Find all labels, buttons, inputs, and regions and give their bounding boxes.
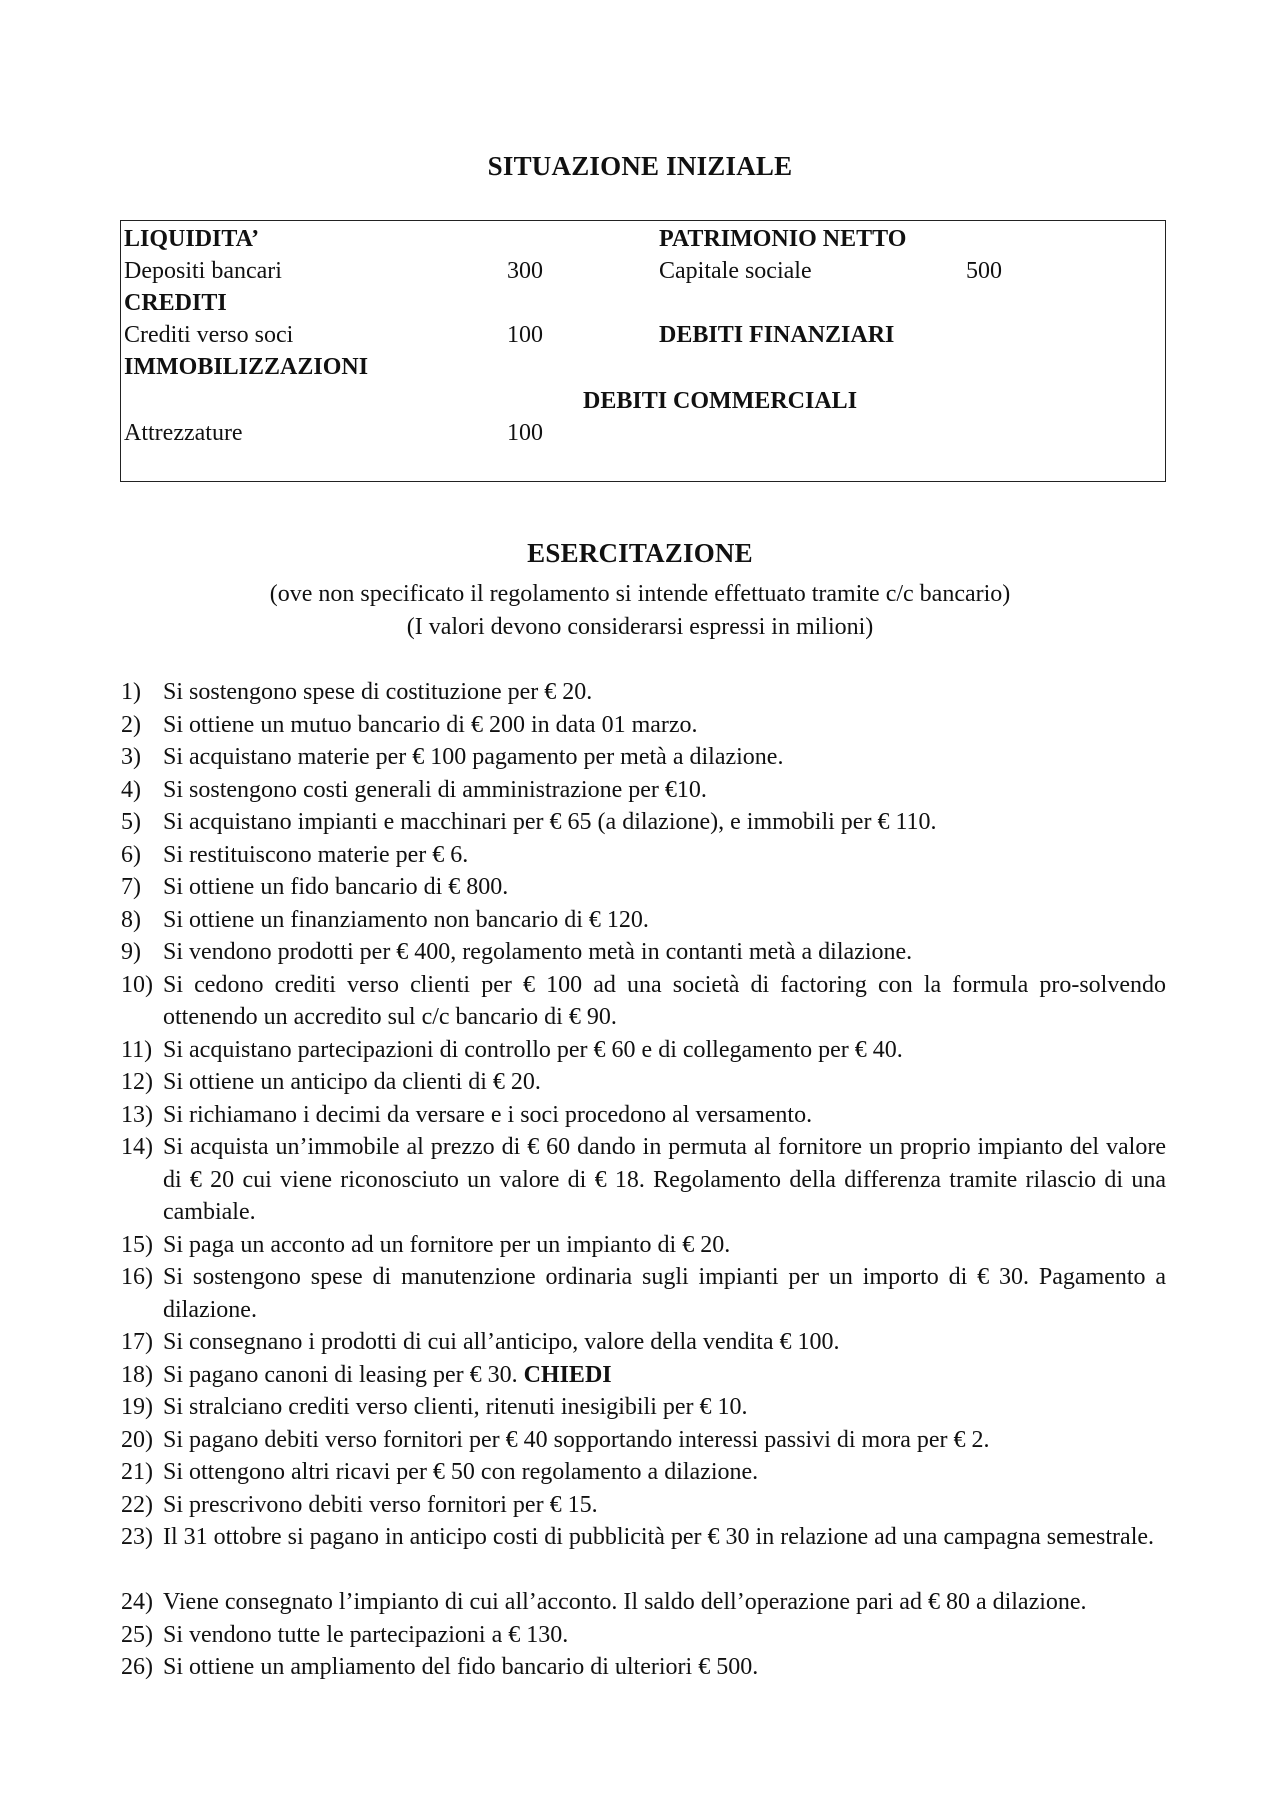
list-item: 17) Si consegnano i prodotti di cui all’anticipo, valore della vendita € 100.	[121, 1329, 840, 1355]
list-item: 22) Si prescrivono debiti verso fornitori per € 15.	[121, 1491, 598, 1518]
patrimonio-netto-header: PATRIMONIO NETTO	[659, 226, 907, 252]
page-title-initial-situation: SITUAZIONE INIZIALE	[487, 151, 793, 181]
debiti-commerciali-header: DEBITI COMMERCIALI	[583, 388, 858, 414]
crediti-header: CREDITI	[124, 290, 227, 316]
list-item: 19) Si stralciano crediti verso clienti, ritenuti inesigibili per € 10.	[121, 1394, 748, 1420]
immobilizzazioni-header: IMMOBILIZZAZIONI	[124, 354, 369, 380]
list-item: 26) Si ottiene un ampliamento del fido bancario di ulteriori € 500.	[121, 1654, 759, 1680]
note-millions: (I valori devono considerarsi espressi in milioni)	[406, 614, 874, 640]
chiedi-emphasis: CHIEDI	[523, 1361, 612, 1388]
exercise-title: ESERCITAZIONE	[527, 538, 753, 568]
list-item: 3) Si acquistano materie per € 100 pagamento per metà a dilazione.	[121, 744, 784, 770]
list-item: 23) Il 31 ottobre si pagano in anticipo costi di pubblicità per € 30 in relazione ad una campagna semestrale.	[121, 1524, 1155, 1550]
note-settlement: (ove non specificato il regolamento si intende effettuato tramite c/c bancario)	[269, 581, 1011, 607]
capitale-sociale-value: 500	[966, 258, 1002, 284]
capitale-sociale-label: Capitale sociale	[659, 258, 812, 284]
list-item: 25) Si vendono tutte le partecipazioni a € 130.	[121, 1621, 569, 1648]
list-item: 1) Si sostengono spese di costituzione per € 20.	[121, 679, 593, 705]
list-item: 20) Si pagano debiti verso fornitori per € 40 sopportando interessi passivi di mora per € 2.	[121, 1426, 990, 1453]
list-item: 5) Si acquistano impianti e macchinari per € 65 (a dilazione), e immobili per € 110.	[121, 809, 937, 835]
list-item: 7) Si ottiene un fido bancario di € 800.	[121, 874, 509, 900]
liquidita-header: LIQUIDITA’	[124, 226, 260, 252]
crediti-verso-soci-value: 100	[507, 322, 543, 348]
debiti-finanziari-header: DEBITI FINANZIARI	[659, 322, 895, 348]
list-item: 9) Si vendono prodotti per € 400, regolamento metà in contanti metà a dilazione.	[121, 939, 913, 965]
list-item: 16) Si sostengono spese di manutenzione ordinaria sugli impianti per un importo di € 30. Pagamento a dilazione.	[121, 1264, 1166, 1323]
list-item: 2) Si ottiene un mutuo bancario di € 200 in data 01 marzo.	[121, 711, 698, 738]
list-item: 6) Si restituiscono materie per € 6.	[121, 841, 469, 868]
list-item: 8) Si ottiene un finanziamento non bancario di € 120.	[121, 906, 649, 933]
depositi-bancari-label: Depositi bancari	[124, 258, 282, 284]
attrezzature-label: Attrezzature	[124, 420, 243, 446]
crediti-verso-soci-label: Crediti verso soci	[124, 322, 294, 348]
list-item: 15) Si paga un acconto ad un fornitore per un impianto di € 20.	[121, 1231, 731, 1258]
list-item: 13) Si richiamano i decimi da versare e i soci procedono al versamento.	[121, 1101, 813, 1128]
depositi-bancari-value: 300	[507, 258, 543, 284]
list-item: 10) Si cedono crediti verso clienti per € 100 ad una società di factoring con la formula pro-solvendo ottenendo un accredito sul c/c bancario di € 90.	[121, 971, 1166, 1030]
list-item: 12) Si ottiene un anticipo da clienti di € 20.	[121, 1069, 541, 1095]
list-item: 14) Si acquista un’immobile al prezzo di € 60 dando in permuta al fornitore un proprio impianto del valore di € 20 cui viene riconosciuto un valore di € 18. Regolamento della differenza tramite rilascio di una cambiale.	[121, 1134, 1166, 1225]
list-item: 11) Si acquistano partecipazioni di controllo per € 60 e di collegamento per € 40.	[121, 1036, 903, 1063]
list-item: 4) Si sostengono costi generali di amministrazione per €10.	[121, 776, 707, 803]
list-item: 21) Si ottengono altri ricavi per € 50 con regolamento a dilazione.	[121, 1459, 759, 1485]
list-item: 24) Viene consegnato l’impianto di cui all’acconto. Il saldo dell’operazione pari ad € 80 a dilazione.	[121, 1589, 1087, 1615]
attrezzature-value: 100	[507, 420, 543, 446]
list-item: 18) Si pagano canoni di leasing per € 30. CHIEDI	[121, 1361, 612, 1388]
initial-balance-table	[120, 220, 1166, 482]
